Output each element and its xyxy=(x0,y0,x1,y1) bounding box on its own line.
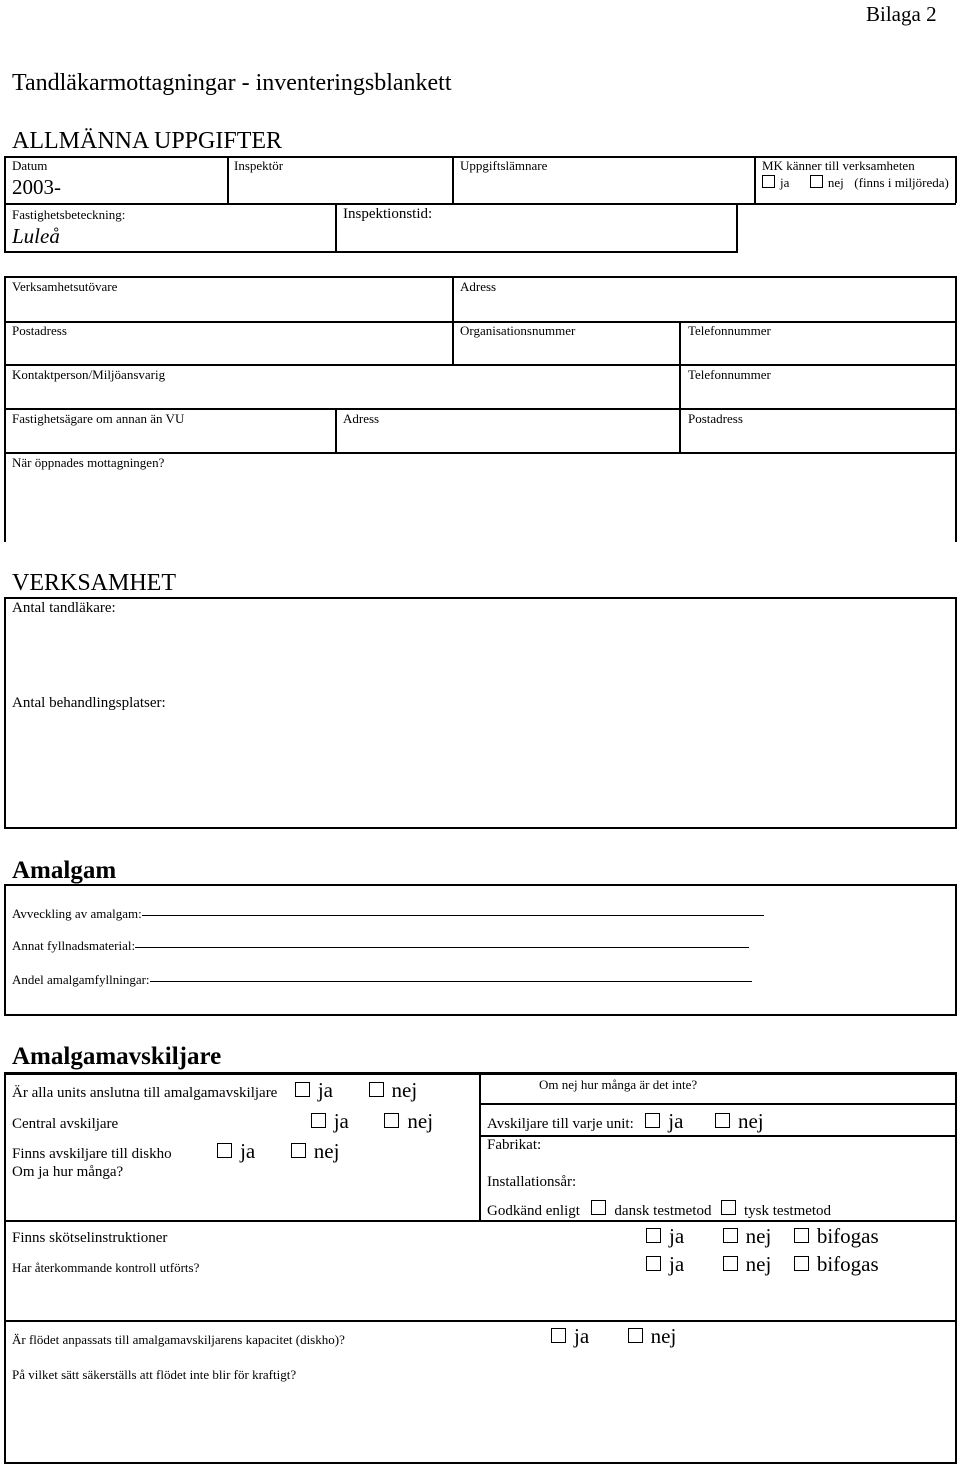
behandlingsplatser-label: Antal behandlingsplatser: xyxy=(12,695,166,711)
fyllnad-row xyxy=(12,938,749,954)
varje-unit-row xyxy=(487,1109,764,1134)
skotsel-bifogas-label: bifogas xyxy=(816,1224,879,1248)
units-question: Är alla units anslutna till amalgamavskiljare xyxy=(12,1085,278,1101)
section-heading-general: ALLMÄNNA UPPGIFTER xyxy=(12,128,283,154)
kontroll-question: Har återkommande kontroll utförts? xyxy=(12,1260,200,1275)
varje-unit-nej-checkbox[interactable] xyxy=(715,1113,730,1128)
mk-label: MK känner till verksamheten xyxy=(762,158,915,173)
section-heading-avskiljare: Amalgamavskiljare xyxy=(12,1043,222,1070)
adress2-label: Adress xyxy=(343,411,380,426)
om-nej-label: Om nej hur många är det inte? xyxy=(539,1077,698,1092)
varje-unit-question: Avskiljare till varje unit: xyxy=(487,1116,634,1132)
postadress-label: Postadress xyxy=(12,323,67,338)
diskho-nej-label: nej xyxy=(313,1139,340,1163)
dansk-label: dansk testmetod xyxy=(614,1203,712,1219)
flode-question: Är flödet anpassats till amalgamavskiljarens kapacitet (diskho)? xyxy=(12,1332,345,1347)
kontroll-options xyxy=(646,1252,879,1277)
andel-row xyxy=(12,972,752,988)
fastighetsagare-label: Fastighetsägare om annan än VU xyxy=(12,411,185,426)
flode-ja-checkbox[interactable] xyxy=(551,1328,566,1343)
units-nej-label: nej xyxy=(391,1078,418,1102)
mk-note: (finns i miljöreda) xyxy=(854,175,949,190)
avveckling-field[interactable] xyxy=(142,915,764,916)
units-row xyxy=(12,1078,417,1103)
kontroll-nej-checkbox[interactable] xyxy=(723,1256,738,1271)
flode-options xyxy=(551,1324,676,1349)
mk-ja-checkbox[interactable] xyxy=(762,175,775,188)
oppnades-label: När öppnades mottagningen? xyxy=(12,455,165,470)
diskho-question: Finns avskiljare till diskho xyxy=(12,1146,172,1162)
kontroll-bifogas-checkbox[interactable] xyxy=(794,1256,809,1271)
skotsel-nej-checkbox[interactable] xyxy=(723,1228,738,1243)
varje-unit-ja-label: ja xyxy=(668,1109,684,1133)
orgnr-label: Organisationsnummer xyxy=(460,323,576,338)
fastighet-label: Fastighetsbeteckning: xyxy=(12,207,126,222)
verksamhet-box xyxy=(4,597,957,829)
diskho-nej-checkbox[interactable] xyxy=(291,1143,306,1158)
godkand-label: Godkänd enligt xyxy=(487,1203,580,1219)
tysk-label: tysk testmetod xyxy=(743,1203,832,1219)
skotsel-nej-label: nej xyxy=(745,1224,772,1248)
andel-label: Andel amalgamfyllningar: xyxy=(12,972,150,987)
varje-unit-ja-checkbox[interactable] xyxy=(645,1113,660,1128)
mk-options xyxy=(762,175,949,191)
adress-label: Adress xyxy=(460,279,497,294)
kontroll-ja-label: ja xyxy=(669,1252,685,1276)
postadress2-label: Postadress xyxy=(688,411,743,426)
central-ja-label: ja xyxy=(333,1109,349,1133)
kontroll-ja-checkbox[interactable] xyxy=(646,1256,661,1271)
verksamhetsutovare-label: Verksamhetsutövare xyxy=(12,279,118,294)
tysk-checkbox[interactable] xyxy=(721,1200,736,1215)
page-label: Bilaga 2 xyxy=(866,2,937,26)
sakerstalls-question: På vilket sätt säkerställs att flödet inte blir för kraftigt? xyxy=(12,1367,297,1382)
kontroll-nej-label: nej xyxy=(745,1252,772,1276)
diskho-ja-label: ja xyxy=(240,1139,256,1163)
central-row xyxy=(12,1109,433,1134)
telefon-label: Telefonnummer xyxy=(688,323,771,338)
central-nej-label: nej xyxy=(407,1109,434,1133)
kontakt-label: Kontaktperson/Miljöansvarig xyxy=(12,367,166,382)
skotsel-ja-checkbox[interactable] xyxy=(646,1228,661,1243)
central-question: Central avskiljare xyxy=(12,1116,119,1132)
skotsel-options xyxy=(646,1224,879,1249)
section-heading-amalgam: Amalgam xyxy=(12,857,117,884)
mk-nej-checkbox[interactable] xyxy=(810,175,823,188)
andel-field[interactable] xyxy=(150,981,752,982)
dansk-checkbox[interactable] xyxy=(591,1200,606,1215)
uppgiftslamnare-label: Uppgiftslämnare xyxy=(460,158,548,173)
telefon2-label: Telefonnummer xyxy=(688,367,771,382)
fyllnad-label: Annat fyllnadsmaterial: xyxy=(12,938,136,953)
inspektor-label: Inspektör xyxy=(234,158,284,173)
flode-ja-label: ja xyxy=(574,1324,590,1348)
page-title: Tandläkarmottagningar - inventeringsblankett xyxy=(12,70,452,96)
fyllnad-field[interactable] xyxy=(135,947,749,948)
central-nej-checkbox[interactable] xyxy=(384,1113,399,1128)
avveckling-label: Avveckling av amalgam: xyxy=(12,906,142,921)
fastighet-value[interactable]: Luleå xyxy=(12,224,60,248)
godkand-row xyxy=(487,1200,831,1220)
skotsel-ja-label: ja xyxy=(669,1224,685,1248)
skotsel-bifogas-checkbox[interactable] xyxy=(794,1228,809,1243)
varje-unit-nej-label: nej xyxy=(737,1109,764,1133)
central-ja-checkbox[interactable] xyxy=(311,1113,326,1128)
mk-nej-label: nej xyxy=(827,175,844,190)
diskho-row xyxy=(12,1139,339,1164)
mk-ja-label: ja xyxy=(780,175,790,190)
installationsar-label: Installationsår: xyxy=(487,1174,577,1190)
fabrikat-label: Fabrikat: xyxy=(487,1137,542,1153)
units-ja-label: ja xyxy=(317,1078,333,1102)
skotsel-question: Finns skötselinstruktioner xyxy=(12,1230,168,1246)
flode-nej-label: nej xyxy=(650,1324,677,1348)
diskho-ja-checkbox[interactable] xyxy=(217,1143,232,1158)
tandlakare-label: Antal tandläkare: xyxy=(12,600,116,616)
datum-label: Datum xyxy=(12,158,48,173)
inspektionstid-label: Inspektionstid: xyxy=(343,206,433,222)
datum-value[interactable]: 2003- xyxy=(12,175,61,199)
kontroll-bifogas-label: bifogas xyxy=(816,1252,879,1276)
section-heading-verksamhet: VERKSAMHET xyxy=(12,570,177,596)
om-ja-label: Om ja hur många? xyxy=(12,1164,124,1180)
units-nej-checkbox[interactable] xyxy=(369,1082,384,1097)
flode-nej-checkbox[interactable] xyxy=(628,1328,643,1343)
units-ja-checkbox[interactable] xyxy=(295,1082,310,1097)
avveckling-row xyxy=(12,906,764,922)
